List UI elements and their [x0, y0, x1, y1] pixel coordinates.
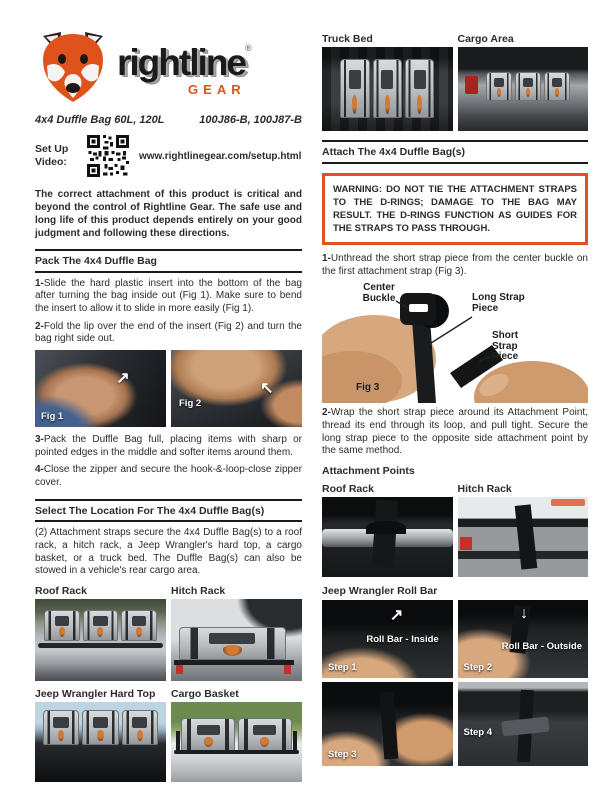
- photo-jeep-hard-top: [35, 702, 166, 782]
- location-photos-row-3: [322, 47, 588, 131]
- fig3-long-strap-label: Long Strap Piece: [472, 292, 525, 314]
- photo-hitch-rack: [171, 599, 302, 681]
- rollbar-photos-row-2: [322, 682, 588, 766]
- label-att-hitch-rack: Hitch Rack: [457, 483, 512, 496]
- right-column: [322, 28, 588, 766]
- photo-fig2: [171, 350, 302, 427]
- location-photos-row-2: [35, 702, 302, 782]
- fig3-center-buckle-label: Center Buckle: [362, 282, 396, 304]
- photo-rollbar-step4: [458, 682, 589, 766]
- setup-video-row: [35, 133, 302, 179]
- label-hitch-rack: Hitch Rack: [171, 584, 226, 597]
- arrow-up-right-icon: ↗: [116, 370, 130, 388]
- warning-box: WARNING: DO NOT TIE THE ATTACHMENT STRAPS TO THE D-RINGS; DAMAGE TO THE BAG MAY RESULT. THE D-RINGS FUNCTION AS GUIDES FOR THE STRAPS TO PASS THROUGH.: [322, 173, 588, 245]
- fox-logo-icon: [35, 28, 111, 106]
- arrow-up-left-icon: ↖: [260, 379, 274, 397]
- section-title-attach: Attach The 4x4 Duffle Bag(s): [322, 140, 588, 164]
- photo-att-hitch-rack: [458, 497, 589, 577]
- intro-paragraph: The correct attachment of this product is critical and beyond the control of Rightline Gear. The safe use and long life of this product depends entirely on your good judgment and following these directions.: [35, 189, 302, 239]
- step4-label: Step 4: [463, 727, 493, 739]
- photo-rollbar-step1: [322, 600, 453, 678]
- brand-wordmark: [117, 44, 252, 96]
- select-paragraph: (2) Attachment straps secure the 4x4 Duffle Bag(s) to a roof rack, a hitch rack, a Jeep Wrangler's hard top, a cargo basket, or a truck bed. The Duffle Bag(s) can also be stowed in a vehicle's rear cargo area.: [35, 527, 302, 577]
- setup-video-label: Set Up Video:: [35, 143, 69, 168]
- photo-roof-rack: [35, 599, 166, 681]
- product-models: 100J86-B, 100J87-B: [199, 114, 302, 126]
- product-name: 4x4 Duffle Bag 60L, 120L: [35, 114, 165, 126]
- label-truck-bed: Truck Bed: [322, 33, 373, 45]
- attach-step-2: 2-Wrap the short strap piece around its Attachment Point, thread its end through its loop, and pull tight. Secure the long strap piece to the opposite side attachment point by the same method.: [322, 407, 588, 457]
- brand-sub: GEAR: [188, 82, 246, 97]
- photo-truck-bed: [322, 47, 453, 131]
- label-rollbar: Jeep Wrangler Roll Bar: [322, 585, 438, 598]
- pack-step-1: 1-Slide the hard plastic insert into the bottom of the bag after turning the bag inside out (Fig 1). Make sure to bend the insert to allow it to slide in more easily (Fig 1).: [35, 277, 302, 314]
- section-title-pack: Pack The 4x4 Duffle Bag: [35, 249, 302, 273]
- location-labels-row-3: [322, 33, 588, 45]
- section-title-select: Select The Location For The 4x4 Duffle Bag(s): [35, 499, 302, 523]
- pack-step-2: 2-Fold the lip over the end of the insert (Fig 2) and turn the bag right side out.: [35, 320, 302, 345]
- product-line: [35, 114, 302, 126]
- attachment-points-title: Attachment Points: [322, 465, 415, 478]
- figure-pair-1-2: [35, 350, 302, 427]
- photo-rollbar-step2: [458, 600, 589, 678]
- location-labels-row-2: [35, 688, 302, 700]
- rollbar-inside-label: Roll Bar - Inside: [366, 634, 439, 646]
- pack-step-3: 3-Pack the Duffle Bag full, placing items with sharp or pointed edges in the middle and softer items around them.: [35, 433, 302, 458]
- fig3-caption: Fig 3: [356, 382, 380, 394]
- label-att-roof-rack: Roof Rack: [322, 483, 374, 496]
- label-cargo-area: Cargo Area: [457, 33, 514, 45]
- label-cargo-basket: Cargo Basket: [171, 687, 239, 700]
- brand-name: rightline: [117, 42, 245, 83]
- pack-step-4: 4-Close the zipper and secure the hook-&-loop-close zipper cover.: [35, 464, 302, 488]
- rollbar-photos-row-1: [322, 600, 588, 678]
- label-hard-top: Jeep Wrangler Hard Top: [35, 687, 156, 700]
- location-photos-row-1: [35, 599, 302, 681]
- arrow-down-icon: ↓: [520, 605, 529, 623]
- fig1-label: Fig 1: [41, 410, 64, 422]
- fig2-label: Fig 2: [179, 397, 202, 409]
- photo-fig1: [35, 350, 166, 427]
- attachment-labels-row: [322, 483, 588, 495]
- step3-label: Step 3: [328, 749, 357, 761]
- attachment-photos-row: [322, 497, 588, 577]
- arrow-up-right-icon: ↗: [389, 606, 404, 624]
- photo-fig3: [322, 281, 588, 403]
- registered-mark: ®: [244, 43, 252, 53]
- step2-label: Step 2: [463, 662, 493, 674]
- photo-cargo-area: [458, 47, 589, 131]
- setup-url: www.rightlinegear.com/setup.html: [139, 150, 302, 162]
- rollbar-outside-label: Roll Bar - Outside: [501, 640, 582, 652]
- label-roof-rack: Roof Rack: [35, 584, 87, 597]
- qr-code-icon: [87, 135, 129, 177]
- photo-cargo-basket: [171, 702, 302, 782]
- fig3-short-strap-label: Short Strap Piece: [492, 330, 519, 363]
- photo-att-roof-rack: [322, 497, 453, 577]
- left-column: [35, 28, 302, 782]
- step1-label: Step 1: [328, 662, 357, 674]
- brand-logo: [35, 28, 302, 110]
- location-labels-row-1: [35, 585, 302, 597]
- photo-rollbar-step3: [322, 682, 453, 766]
- attach-step-1: 1-Unthread the short strap piece from the center buckle on the first attachment strap (Fig 3).: [322, 252, 588, 277]
